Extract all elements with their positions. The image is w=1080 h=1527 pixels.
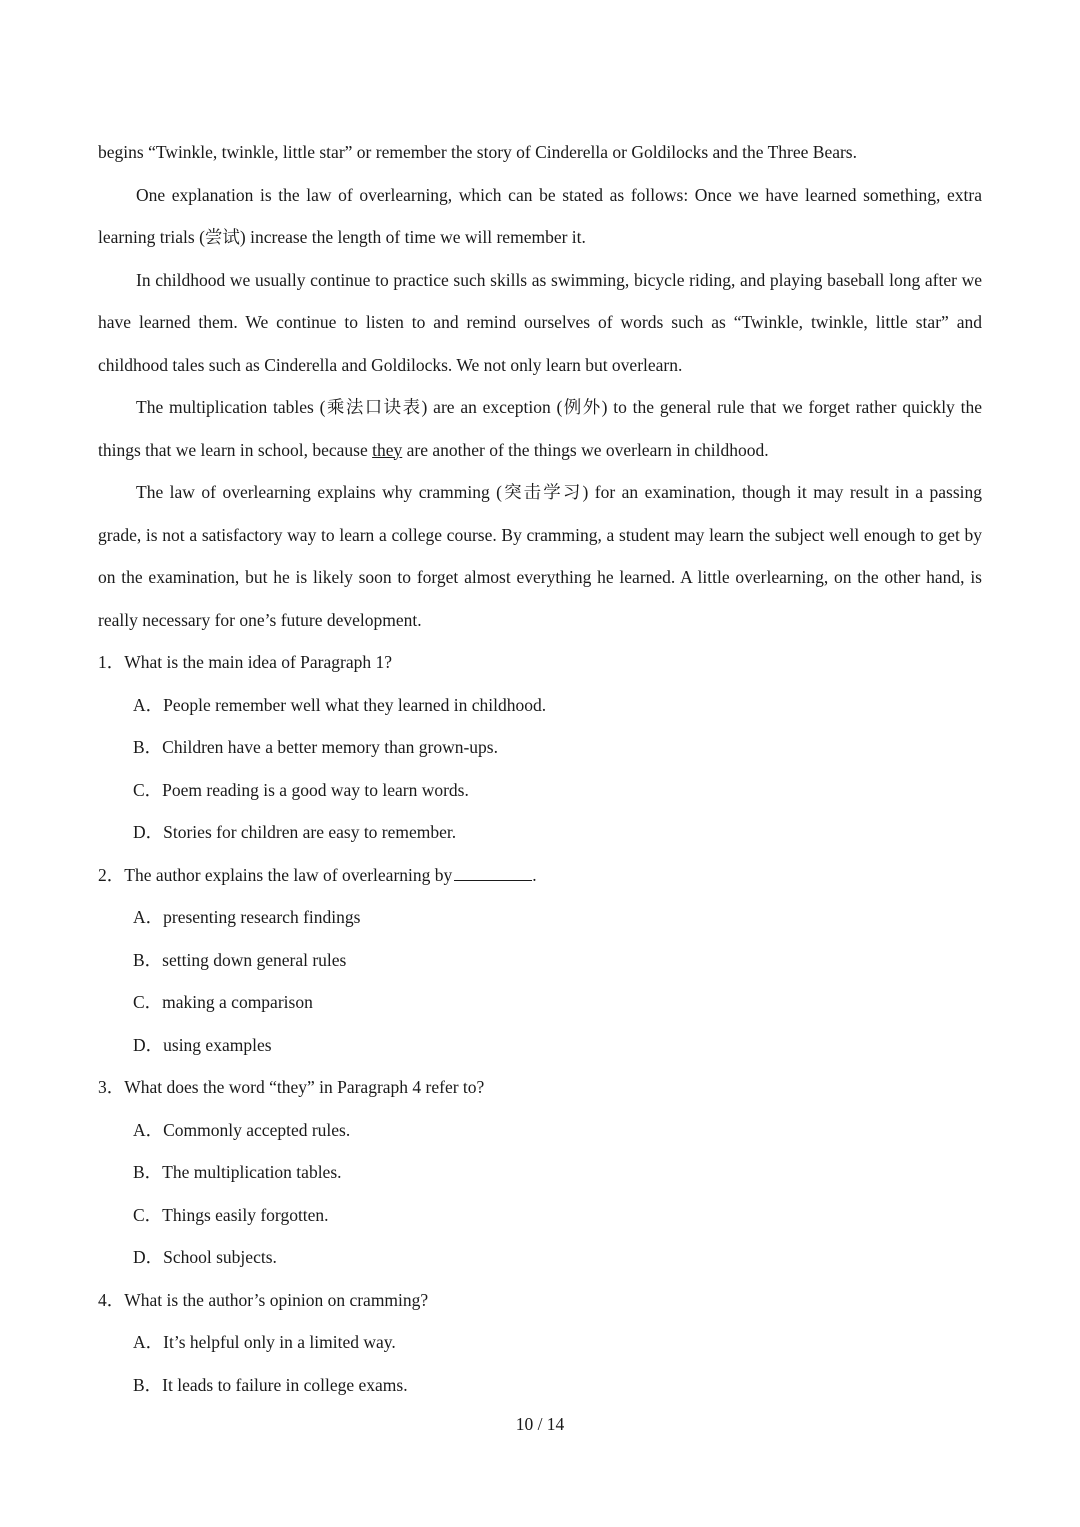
question-text: What does the word “they” in Paragraph 4 refer to? — [124, 1077, 485, 1097]
question-number: 4． — [98, 1289, 125, 1310]
answer-blank — [454, 879, 532, 881]
question-1-stem — [98, 641, 982, 684]
passage-paragraph-3: In childhood we usually continue to practice such skills as swimming, bicycle riding, and playing baseball long after we have learned them. We continue to listen to and remind ourselves of words such as “Twinkle, twinkle, little star” and childhood tales such as Cinderella and Goldilocks. We not only learn but overlearn. — [98, 269, 982, 375]
question-2-option-b: B．setting down general rules — [133, 949, 347, 970]
question-text-end: . — [532, 864, 537, 885]
question-text: What is the main idea of Paragraph 1? — [124, 652, 392, 672]
question-3-option-c: C．Things easily forgotten. — [133, 1204, 329, 1225]
passage-paragraph-2: One explanation is the law of overlearning, which can be stated as follows: Once we have learned something, extra learning trials (尝试) increase the length of time we will remember it. — [98, 184, 982, 247]
question-3-option-d: D．School subjects. — [133, 1247, 277, 1267]
passage-paragraph-5: The law of overlearning explains why cramming (突击学习) for an examination, though it may result in a passing grade, is not a satisfactory way to learn a college course. By cramming, a student may learn the subject well enough to get by on the examination, but he is likely soon to forget almost everything he learned. A little overlearning, on the other hand, is really necessary for one’s future development. — [98, 482, 982, 630]
question-2-option-d: D．using examples — [133, 1034, 272, 1055]
passage-paragraph-continued: begins “Twinkle, twinkle, little star” or remember the story of Cinderella or Goldilocks and the Three Bears. — [98, 142, 857, 162]
question-2-option-a: A．presenting research findings — [133, 907, 361, 927]
question-2-option-c: C．making a comparison — [133, 992, 313, 1012]
question-1-option-a: A．People remember well what they learned in childhood. — [133, 694, 547, 715]
question-4-option-a: A．It’s helpful only in a limited way. — [133, 1332, 396, 1352]
page-number: 10 / 14 — [515, 1414, 565, 1434]
question-1-option-d: D．Stories for children are easy to remember. — [133, 822, 457, 842]
question-3-option-b: B．The multiplication tables. — [133, 1162, 342, 1182]
question-number: 1． — [98, 652, 125, 672]
question-1-option-c: C．Poem reading is a good way to learn words. — [133, 779, 469, 800]
document-page — [98, 131, 982, 1406]
question-4-option-b: B．It leads to failure in college exams. — [133, 1374, 408, 1395]
question-3-option-a: A．Commonly accepted rules. — [133, 1119, 351, 1140]
paragraph-4-text-before: The multiplication tables (乘法口诀表) are an exception (例外) to the general rule that we forget rather quickly the things that we learn in school, because — [98, 397, 982, 460]
question-number: 3． — [98, 1077, 125, 1097]
question-1-option-b: B．Children have a better memory than grown-ups. — [133, 737, 498, 757]
question-text: What is the author’s opinion on cramming? — [124, 1289, 429, 1310]
question-3-stem — [98, 1066, 982, 1109]
passage-paragraph-4 — [98, 386, 982, 471]
underlined-word-they: they — [372, 439, 403, 460]
question-2-stem — [98, 854, 982, 897]
question-text: The author explains the law of overlearning by — [124, 864, 453, 885]
question-number: 2． — [98, 864, 125, 885]
question-4-stem — [98, 1279, 982, 1322]
paragraph-4-text-after: are another of the things we overlearn in childhood. — [402, 439, 769, 460]
